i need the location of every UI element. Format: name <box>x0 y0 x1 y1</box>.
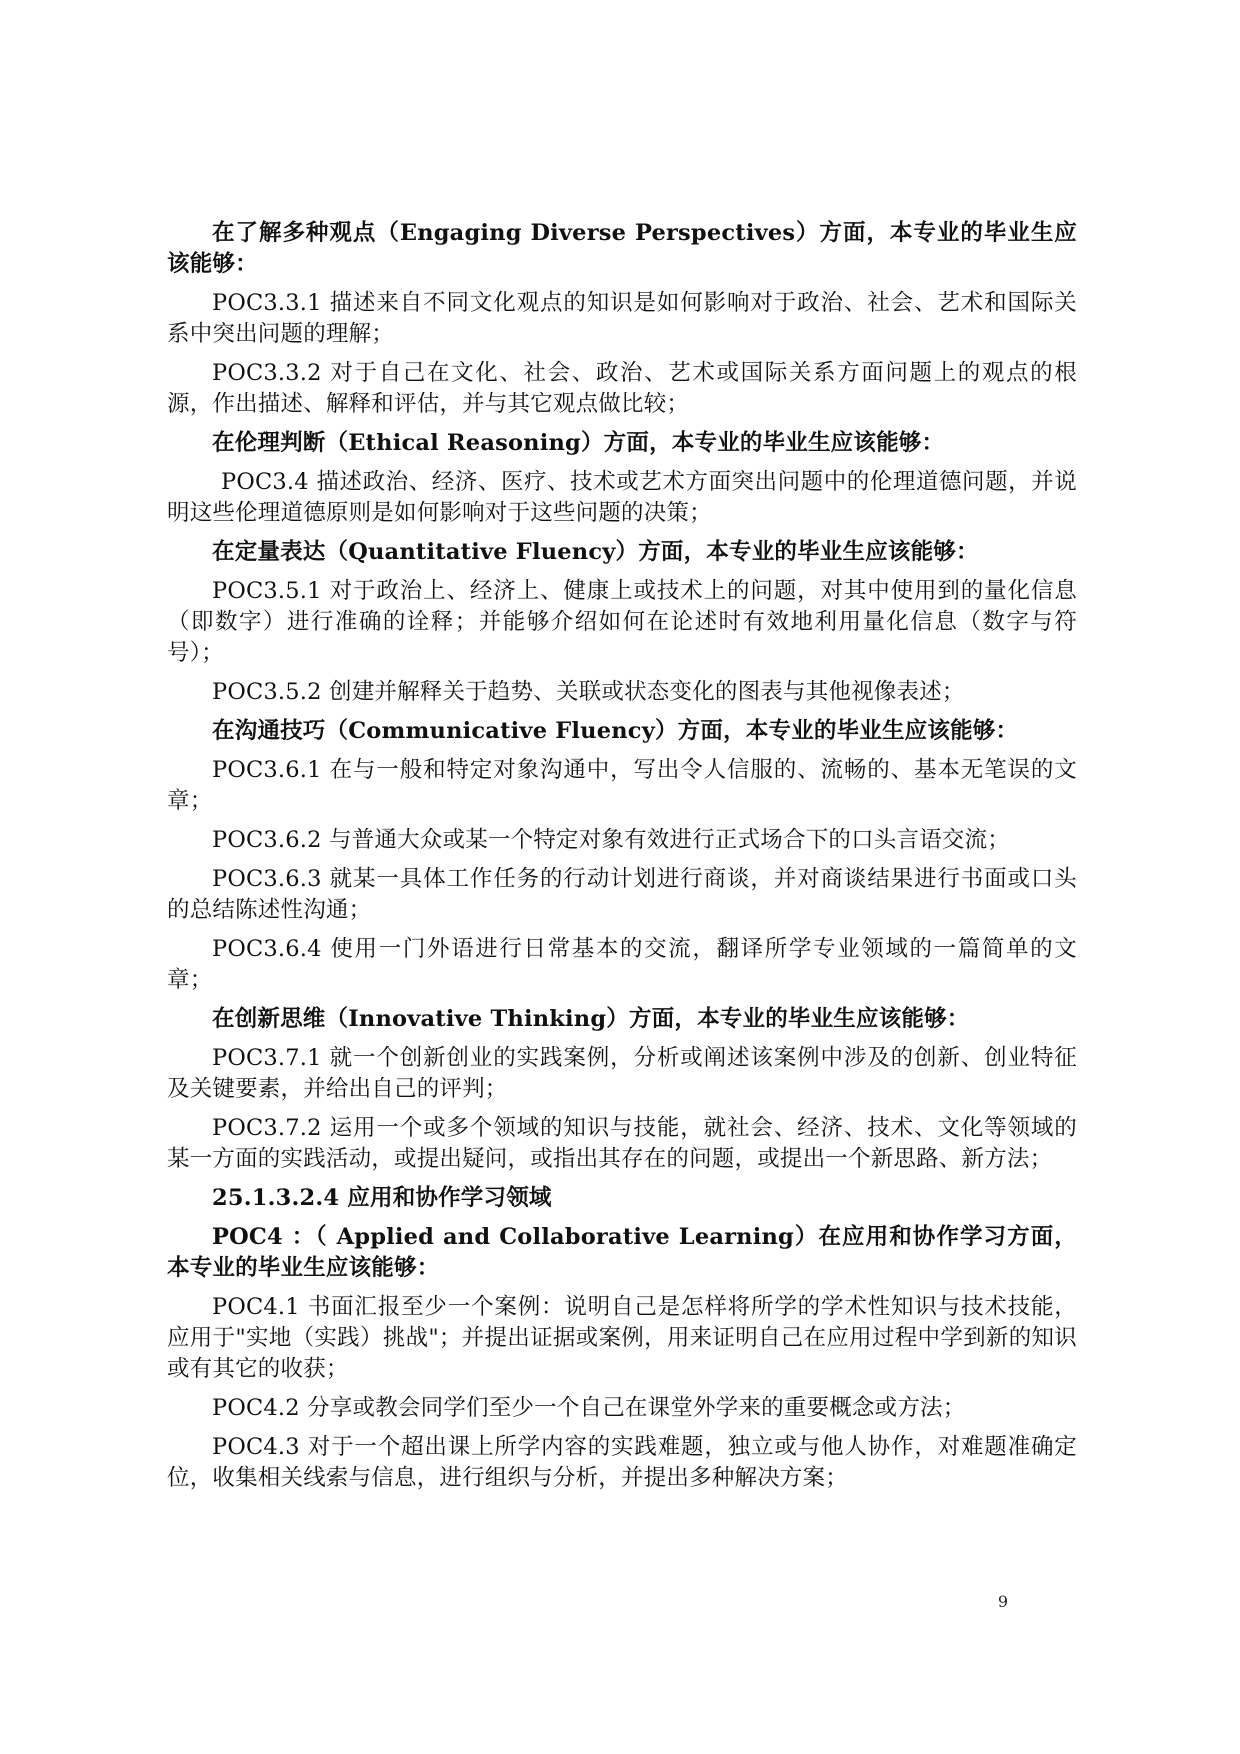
outcome-poc3-6-1: POC3.6.1 在与一般和特定对象沟通中，写出令人信服的、流畅的、基本无笔误的文章； <box>167 757 1077 814</box>
section-heading-applied-collaborative-learning: POC4 ：（ Applied and Collaborative Learning）在应用和协作学习方面，本专业的毕业生应该能够： <box>167 1224 1077 1281</box>
outcome-poc3-5-1: POC3.5.1 对于政治上、经济上、健康上或技术上的问题，对其中使用到的量化信息（即数字）进行准确的诠释；并能够介绍如何在论述时有效地利用量化信息（数字与符号）； <box>167 578 1077 666</box>
outcome-poc3-5-2: POC3.5.2 创建并解释关于趋势、关联或状态变化的图表与其他视像表述； <box>212 679 965 705</box>
outcome-poc3-3-2: POC3.3.2 对于自己在文化、社会、政治、艺术或国际关系方面问题上的观点的根源，作出描述、解释和评估，并与其它观点做比较； <box>167 360 1077 417</box>
outcome-poc3-6-4: POC3.6.4 使用一门外语进行日常基本的交流，翻译所学专业领域的一篇简单的文章； <box>167 936 1077 993</box>
section-heading-ethical-reasoning: 在伦理判断（Ethical Reasoning）方面，本专业的毕业生应该能够： <box>212 430 945 456</box>
section-heading-diverse-perspectives: 在了解多种观点（Engaging Diverse Perspectives）方面，本专业的毕业生应该能够： <box>167 220 1077 277</box>
section-heading-communicative-fluency: 在沟通技巧（Communicative Fluency）方面，本专业的毕业生应该能够： <box>212 718 1019 744</box>
outcome-poc3-7-1: POC3.7.1 就一个创新创业的实践案例，分析或阐述该案例中涉及的创新、创业特征及关键要素，并给出自己的评判； <box>167 1045 1077 1102</box>
section-number-heading: 25.1.3.2.4 应用和协作学习领域 <box>212 1185 552 1211</box>
section-heading-innovative-thinking: 在创新思维（Innovative Thinking）方面，本专业的毕业生应该能够： <box>212 1006 970 1032</box>
page-number: 9 <box>997 1592 1008 1611</box>
outcome-poc4-3: POC4.3 对于一个超出课上所学内容的实践难题，独立或与他人协作，对难题准确定位，收集相关线索与信息，进行组织与分析，并提出多种解决方案； <box>167 1434 1077 1491</box>
outcome-poc3-6-2: POC3.6.2 与普通大众或某一个特定对象有效进行正式场合下的口头言语交流； <box>212 827 1011 853</box>
outcome-poc3-4: POC3.4 描述政治、经济、医疗、技术或艺术方面突出问题中的伦理道德问题，并说明这些伦理道德原则是如何影响对于这些问题的决策； <box>167 469 1077 526</box>
outcome-poc4-1: POC4.1 书面汇报至少一个案例：说明自己是怎样将所学的学术性知识与技术技能，应用于"实地（实践）挑战"；并提出证据或案例，用来证明自己在应用过程中学到新的知识或有其它的收获； <box>167 1294 1077 1382</box>
outcome-poc3-7-2: POC3.7.2 运用一个或多个领域的知识与技能，就社会、经济、技术、文化等领域的某一方面的实践活动，或提出疑问，或指出其存在的问题，或提出一个新思路、新方法； <box>167 1115 1077 1172</box>
section-heading-quantitative-fluency: 在定量表达（Quantitative Fluency）方面，本专业的毕业生应该能够： <box>212 539 979 565</box>
outcome-poc3-3-1: POC3.3.1 描述来自不同文化观点的知识是如何影响对于政治、社会、艺术和国际关系中突出问题的理解； <box>167 290 1077 347</box>
document-body <box>167 218 1077 1502</box>
outcome-poc3-6-3: POC3.6.3 就某一具体工作任务的行动计划进行商谈，并对商谈结果进行书面或口头的总结陈述性沟通； <box>167 866 1077 923</box>
outcome-poc4-2: POC4.2 分享或教会同学们至少一个自己在课堂外学来的重要概念或方法； <box>212 1395 966 1421</box>
